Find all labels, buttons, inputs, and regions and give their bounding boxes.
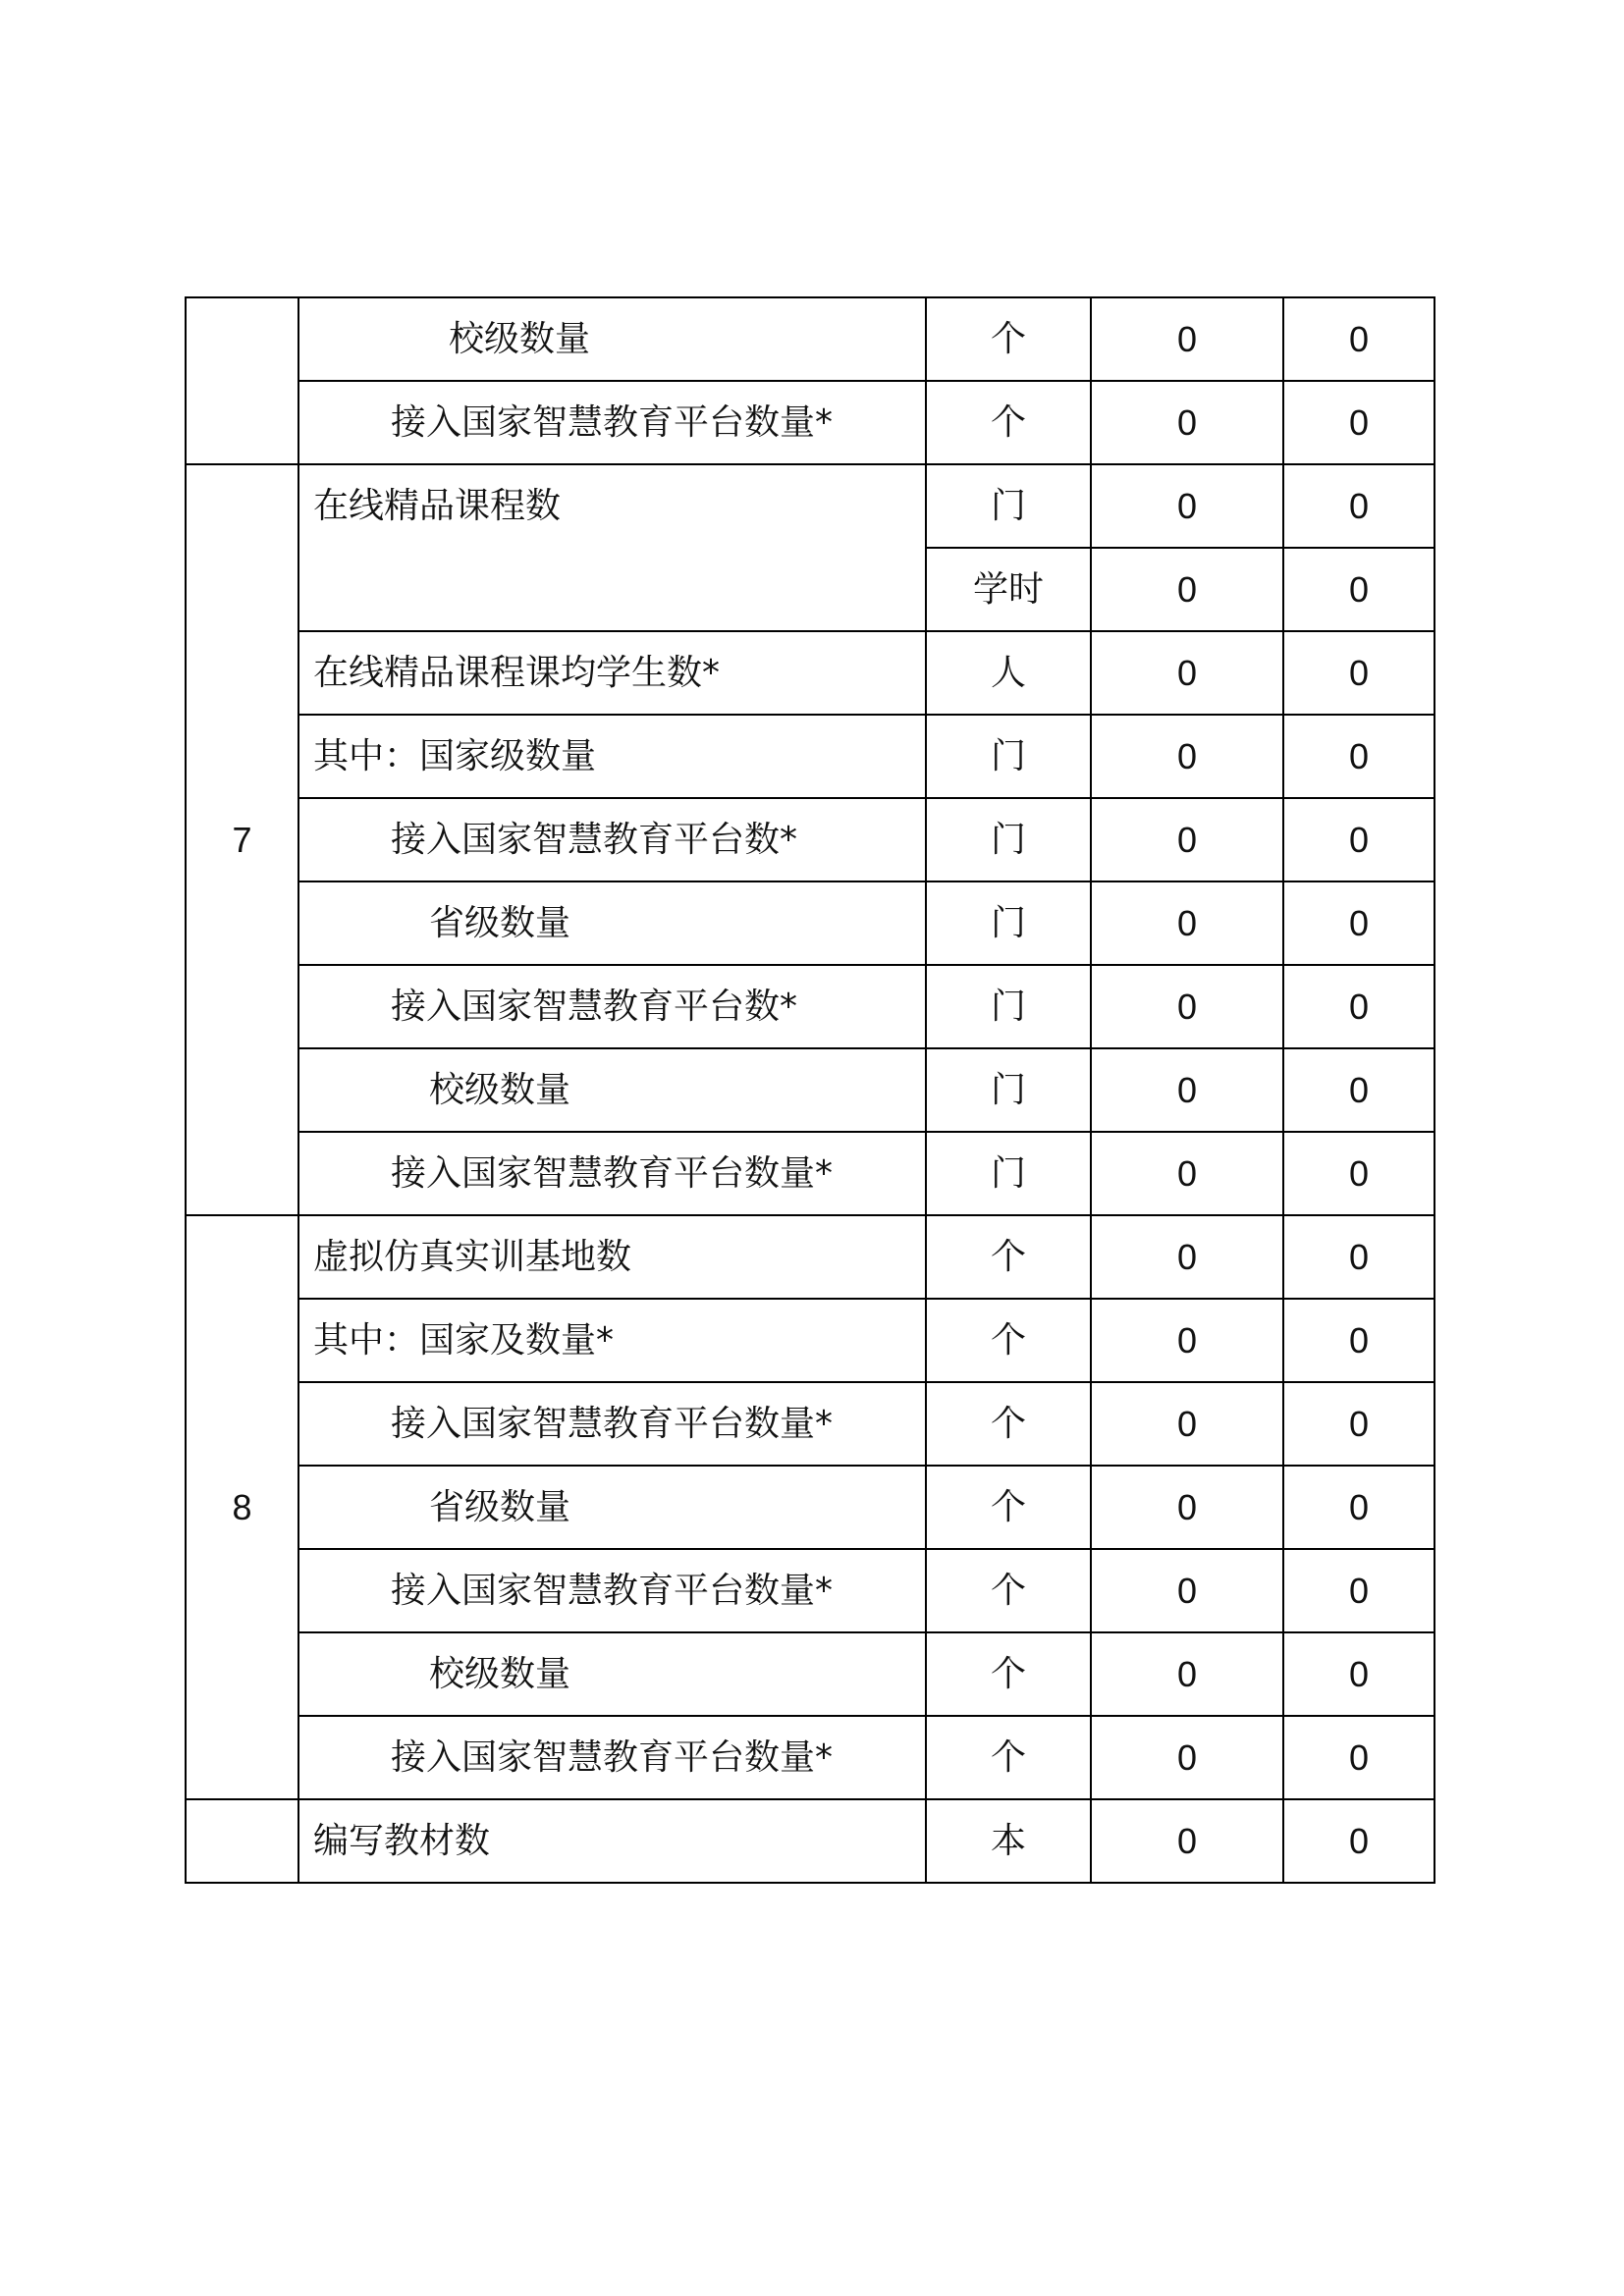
row-index-cell [186, 297, 298, 464]
value-cell: 0 [1091, 1132, 1283, 1215]
unit-cell: 门 [926, 1048, 1091, 1132]
item-name-cell: 接入国家智慧教育平台数量* [298, 1716, 926, 1799]
item-name-cell: 虚拟仿真实训基地数 [298, 1215, 926, 1299]
value-cell: 0 [1091, 548, 1283, 631]
value-cell: 0 [1283, 1132, 1435, 1215]
value-cell: 0 [1091, 1048, 1283, 1132]
table-row [186, 798, 1435, 881]
value-cell: 0 [1283, 1299, 1435, 1382]
unit-cell: 个 [926, 381, 1091, 464]
value-cell: 0 [1091, 1549, 1283, 1632]
unit-cell: 个 [926, 1716, 1091, 1799]
unit-cell: 门 [926, 715, 1091, 798]
table-row [186, 297, 1435, 381]
item-name-cell: 接入国家智慧教育平台数量* [298, 1549, 926, 1632]
table-row [186, 965, 1435, 1048]
table-row [186, 1466, 1435, 1549]
unit-cell: 个 [926, 297, 1091, 381]
item-name-cell: 接入国家智慧教育平台数量* [298, 381, 926, 464]
unit-cell: 个 [926, 1466, 1091, 1549]
table-row [186, 464, 1435, 548]
value-cell: 0 [1283, 1048, 1435, 1132]
table-row [186, 1799, 1435, 1883]
value-cell: 0 [1283, 798, 1435, 881]
value-cell: 0 [1283, 1382, 1435, 1466]
unit-cell: 门 [926, 1132, 1091, 1215]
unit-cell: 个 [926, 1215, 1091, 1299]
table-row [186, 1048, 1435, 1132]
table-row [186, 1132, 1435, 1215]
table-row [186, 1549, 1435, 1632]
row-index-cell: 8 [186, 1215, 298, 1799]
table-row [186, 715, 1435, 798]
table-row [186, 1632, 1435, 1716]
value-cell: 0 [1091, 631, 1283, 715]
value-cell: 0 [1091, 381, 1283, 464]
value-cell: 0 [1091, 464, 1283, 548]
table-row [186, 1716, 1435, 1799]
unit-cell: 个 [926, 1299, 1091, 1382]
item-name-cell: 在线精品课程数 [298, 464, 926, 631]
unit-cell: 门 [926, 464, 1091, 548]
table-row [186, 1215, 1435, 1299]
value-cell: 0 [1283, 1549, 1435, 1632]
value-cell: 0 [1091, 965, 1283, 1048]
value-cell: 0 [1091, 798, 1283, 881]
item-name-cell: 其中：国家及数量* [298, 1299, 926, 1382]
table-row [186, 1382, 1435, 1466]
statistics-table [185, 296, 1435, 1884]
unit-cell: 门 [926, 798, 1091, 881]
value-cell: 0 [1283, 548, 1435, 631]
item-name-cell: 校级数量 [298, 1048, 926, 1132]
table-row [186, 381, 1435, 464]
row-index-cell [186, 1799, 298, 1883]
value-cell: 0 [1283, 1466, 1435, 1549]
item-name-cell: 接入国家智慧教育平台数* [298, 798, 926, 881]
value-cell: 0 [1283, 965, 1435, 1048]
value-cell: 0 [1091, 1382, 1283, 1466]
value-cell: 0 [1091, 1299, 1283, 1382]
value-cell: 0 [1283, 1716, 1435, 1799]
unit-cell: 人 [926, 631, 1091, 715]
item-name-cell: 接入国家智慧教育平台数* [298, 965, 926, 1048]
value-cell: 0 [1283, 1799, 1435, 1883]
value-cell: 0 [1283, 381, 1435, 464]
value-cell: 0 [1091, 297, 1283, 381]
unit-cell: 学时 [926, 548, 1091, 631]
value-cell: 0 [1283, 464, 1435, 548]
item-name-cell: 省级数量 [298, 881, 926, 965]
unit-cell: 个 [926, 1382, 1091, 1466]
item-name-cell: 省级数量 [298, 1466, 926, 1549]
unit-cell: 门 [926, 881, 1091, 965]
table-row [186, 631, 1435, 715]
value-cell: 0 [1091, 1215, 1283, 1299]
item-name-cell: 接入国家智慧教育平台数量* [298, 1382, 926, 1466]
value-cell: 0 [1283, 881, 1435, 965]
value-cell: 0 [1283, 1215, 1435, 1299]
item-name-cell: 在线精品课程课均学生数* [298, 631, 926, 715]
value-cell: 0 [1283, 715, 1435, 798]
value-cell: 0 [1283, 297, 1435, 381]
unit-cell: 个 [926, 1549, 1091, 1632]
value-cell: 0 [1091, 1466, 1283, 1549]
row-index-cell: 7 [186, 464, 298, 1215]
item-name-cell: 校级数量 [298, 1632, 926, 1716]
item-name-cell: 编写教材数 [298, 1799, 926, 1883]
item-name-cell: 其中：国家级数量 [298, 715, 926, 798]
table-row [186, 881, 1435, 965]
item-name-cell: 接入国家智慧教育平台数量* [298, 1132, 926, 1215]
value-cell: 0 [1283, 631, 1435, 715]
table-row [186, 1299, 1435, 1382]
value-cell: 0 [1091, 1799, 1283, 1883]
value-cell: 0 [1091, 1632, 1283, 1716]
value-cell: 0 [1091, 715, 1283, 798]
value-cell: 0 [1283, 1632, 1435, 1716]
value-cell: 0 [1091, 1716, 1283, 1799]
unit-cell: 个 [926, 1632, 1091, 1716]
item-name-cell: 校级数量 [298, 297, 926, 381]
unit-cell: 本 [926, 1799, 1091, 1883]
unit-cell: 门 [926, 965, 1091, 1048]
value-cell: 0 [1091, 881, 1283, 965]
